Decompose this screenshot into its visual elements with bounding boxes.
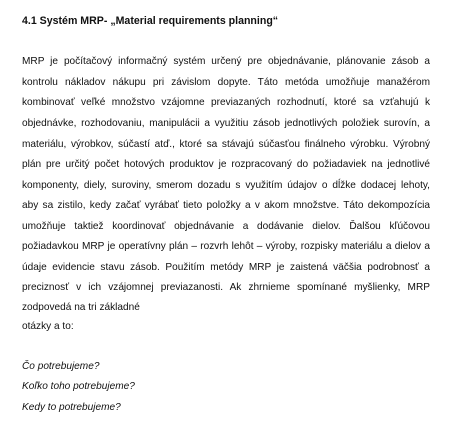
paragraph-line: materiálu, výrobkov, súčastí atď., ktoré sa stávajú súčasťou finálneho výrobku. Výrobný [22, 139, 430, 150]
paragraph-line: objednávke, rozhodovaniu, manipulácii a využitiu zásob jednotlivých položiek surovín, a [22, 118, 430, 129]
paragraph-line: kontrolu nákladov nákupu pri závislom dopyte. Táto metóda umožňuje manažérom [22, 77, 430, 88]
paragraph-line: umožňuje taktiež koordinovať objednávanie a dodávanie dielov. Ďalšou kľúčovou [22, 221, 430, 232]
paragraph-line: komponenty, diely, suroviny, smerom dozadu s využitím údajov o dĺžke dodacej lehoty, [22, 180, 430, 191]
paragraph-line: plán pre určitý počet hotových produktov je rozpracovaný do požiadaviek na jednotlivé [22, 159, 430, 170]
question-item: Čo potrebujeme? [22, 361, 100, 372]
paragraph-line: kombinovať veľké množstvo vzájomne previazaných rozhodnutí, ktoré sa vzťahujú k [22, 97, 430, 108]
question-item: Koľko toho potrebujeme? [22, 381, 135, 392]
paragraph-line: preciznosť v ich vzájomnej previazanosti. Ak zhrnieme spomínané myšlienky, MRP [22, 282, 430, 293]
paragraph-line: zodpovedá na tri základné [22, 302, 140, 313]
questions-intro: otázky a to: [22, 321, 74, 332]
paragraph-line: aby sa zistilo, kedy začať vyrábať tieto položky a v akom množstve. Táto dekompozícia [22, 200, 430, 211]
section-heading: 4.1 Systém MRP- „Material requirements planning“ [22, 15, 279, 27]
paragraph-line: údaje evidencie stavu zásob. Použitím metódy MRP je zaistená väčšia podrobnosť a [22, 262, 430, 273]
paragraph-line: požiadavkou MRP je operatívny plán – rozvrh lehôt – výroby, rozpisky materiálu a dielov a [22, 241, 430, 252]
question-item: Kedy to potrebujeme? [22, 402, 121, 413]
paragraph-line: MRP je počítačový informačný systém určený pre objednávanie, plánovanie zásob a [22, 56, 430, 67]
